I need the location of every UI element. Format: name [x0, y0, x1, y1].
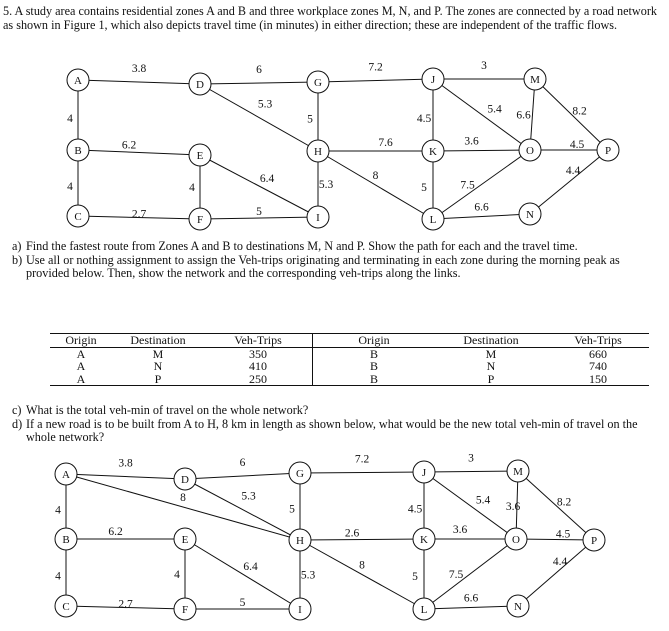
table-row	[50, 347, 649, 360]
cell: 740	[589, 359, 607, 373]
link-time-H-I: 5.3	[300, 569, 316, 582]
node-E	[174, 528, 196, 550]
link-time-G-H: 5	[289, 503, 295, 516]
link-time-K-O: 3.6	[464, 135, 479, 148]
link-time-M-O: 3.6	[505, 501, 521, 513]
node-N	[519, 203, 541, 225]
node-label-G: G	[314, 77, 322, 89]
cell: P	[435, 373, 547, 386]
link-time-M-O: 6.6	[516, 109, 531, 122]
table-row	[50, 360, 649, 373]
link-N-P	[530, 150, 608, 214]
link-time-H-L: 8	[359, 559, 365, 572]
cell: A	[76, 346, 86, 361]
question-a-text: Find the fastest route from Zones A and B to destinations M, N and P. Show the path for each and the travel time.	[26, 239, 578, 253]
node-F	[189, 208, 211, 230]
link-time-G-J: 7.2	[368, 61, 383, 74]
node-label-B: B	[62, 534, 70, 546]
node-label-B: B	[74, 145, 82, 157]
link-J-O	[424, 472, 516, 539]
link-time-A-B: 4	[67, 113, 73, 125]
link-G-J	[318, 79, 433, 82]
link-time-B-C: 4	[67, 181, 73, 193]
link-time-N-P: 4.4	[552, 556, 568, 568]
link-time-D-H: 5.3	[241, 490, 256, 503]
link-time-M-P: 8.2	[556, 496, 572, 509]
node-label-H: H	[296, 535, 304, 547]
node-label-M: M	[530, 74, 540, 86]
node-I	[307, 206, 329, 228]
link-time-A-D: 3.8	[118, 457, 133, 470]
link-H-L	[300, 540, 424, 609]
col-destination-1: Destination	[112, 334, 204, 348]
link-time-J-K: 4.5	[416, 113, 432, 125]
node-label-L: L	[429, 214, 437, 226]
node-M	[524, 68, 546, 90]
link-time-O-P: 4.5	[569, 139, 585, 151]
node-O	[519, 139, 541, 161]
node-F	[174, 598, 196, 620]
node-P	[583, 529, 605, 551]
question-b-label: b)	[12, 252, 23, 267]
cell: A	[50, 373, 112, 386]
node-label-K: K	[420, 534, 428, 546]
link-H-K	[300, 539, 424, 540]
link-time-H-L: 8	[372, 170, 379, 182]
link-time-K-L: 5	[421, 182, 427, 194]
node-D	[189, 73, 211, 95]
node-label-D: D	[196, 79, 204, 91]
cell: 350	[204, 347, 313, 360]
node-label-N: N	[514, 601, 522, 613]
node-label-C: C	[74, 211, 82, 223]
link-time-L-O: 7.5	[460, 179, 475, 192]
link-time-J-K: 4.5	[407, 503, 423, 516]
node-label-P: P	[590, 535, 598, 547]
cell: M	[152, 346, 164, 361]
cell: B	[313, 373, 436, 386]
node-G	[307, 71, 329, 93]
link-N-P	[518, 540, 594, 606]
road-network-figure-1	[0, 58, 669, 233]
link-time-H-K: 2.6	[344, 527, 360, 540]
node-label-E: E	[181, 534, 189, 546]
link-K-O	[433, 150, 530, 151]
question-d-label: d)	[12, 416, 23, 431]
link-A-D	[66, 474, 185, 479]
node-label-F: F	[196, 214, 204, 226]
link-time-C-F: 2.7	[131, 208, 147, 221]
link-L-N	[424, 606, 518, 609]
question-a-label: a)	[12, 239, 22, 253]
questions-a-b	[12, 240, 662, 281]
node-J	[422, 68, 444, 90]
cell: N	[153, 359, 163, 373]
node-J	[413, 461, 435, 483]
node-A	[67, 69, 89, 91]
question-d-text: If a new road is to be built from A to H, 8 km in length as shown below, what would be the new total veh-min of travel on the whole network?	[26, 416, 638, 444]
road-network-figure-2	[0, 450, 669, 631]
node-label-O: O	[526, 145, 534, 157]
link-time-D-G: 6	[256, 64, 262, 76]
question-a	[12, 240, 662, 254]
node-label-P: P	[604, 145, 612, 157]
node-label-A: A	[62, 469, 70, 481]
link-time-J-O: 5.4	[475, 494, 491, 507]
link-time-O-P: 4.5	[555, 528, 571, 541]
node-B	[67, 139, 89, 161]
link-time-E-I: 6.4	[259, 173, 275, 185]
col-origin-2: Origin	[313, 334, 436, 348]
node-L	[413, 598, 435, 620]
node-label-I: I	[316, 212, 320, 224]
question-b-text: Use all or nothing assignment to assign the Veh-trips originating and terminating in each zone during the morning peak as provided below. Then, show the network and the corresponding veh-trips along the links.	[26, 252, 620, 280]
cell: B	[369, 346, 378, 361]
node-label-J: J	[430, 74, 436, 86]
link-time-B-E: 6.2	[121, 139, 137, 152]
node-label-H: H	[314, 146, 322, 158]
link-G-J	[300, 472, 424, 473]
node-label-N: N	[526, 209, 534, 221]
link-time-N-P: 4.4	[565, 165, 581, 177]
link-time-D-G: 6	[239, 457, 246, 469]
link-H-L	[318, 151, 433, 219]
node-H	[307, 140, 329, 162]
node-label-G: G	[296, 468, 304, 480]
link-time-B-E: 6.2	[108, 526, 123, 538]
node-C	[55, 595, 77, 617]
link-time-B-C: 4	[55, 570, 61, 583]
link-time-L-N: 6.6	[463, 592, 479, 605]
link-time-L-N: 6.6	[474, 201, 489, 214]
veh-trips-table	[50, 333, 649, 386]
node-label-J: J	[421, 467, 427, 479]
table-row	[50, 373, 649, 386]
node-label-K: K	[429, 146, 437, 158]
link-J-M	[424, 471, 518, 472]
cell: 410	[204, 360, 313, 373]
cell: M	[485, 346, 497, 361]
link-time-G-J: 7.2	[354, 453, 370, 466]
node-label-C: C	[62, 601, 70, 613]
link-time-F-I: 5	[239, 597, 246, 609]
col-destination-2: Destination	[435, 334, 547, 348]
question-c-text: What is the total veh-min of travel on the whole network?	[26, 403, 309, 417]
cell: 250	[204, 373, 313, 386]
link-time-E-I: 6.4	[243, 561, 258, 573]
node-label-F: F	[181, 604, 189, 616]
link-time-E-F: 4	[174, 569, 180, 581]
zone-nodes	[67, 68, 619, 230]
link-time-H-K: 7.6	[378, 137, 393, 149]
link-B-E	[78, 150, 200, 155]
node-label-O: O	[512, 534, 520, 546]
node-label-I: I	[298, 604, 302, 616]
question-b	[12, 254, 662, 281]
node-N	[507, 595, 529, 617]
link-time-H-I: 5.3	[318, 179, 334, 191]
link-time-J-O: 5.4	[487, 103, 502, 116]
link-time-K-O: 3.6	[452, 524, 468, 536]
link-time-D-H: 5.3	[257, 98, 273, 111]
questions-c-d	[12, 404, 662, 445]
link-D-G	[200, 82, 318, 84]
node-G	[289, 462, 311, 484]
node-H	[289, 529, 311, 551]
node-E	[189, 144, 211, 166]
link-time-A-D: 3.8	[131, 63, 147, 75]
link-L-N	[433, 214, 530, 219]
link-time-A-H: 8	[180, 492, 186, 504]
question-c-label: c)	[12, 403, 22, 417]
node-label-A: A	[74, 75, 82, 87]
node-label-M: M	[513, 466, 523, 478]
node-B	[55, 528, 77, 550]
col-veh-trips-1: Veh-Trips	[204, 334, 313, 348]
node-label-L: L	[420, 604, 428, 616]
cell: N	[486, 359, 496, 373]
link-time-J-M: 3	[481, 60, 487, 72]
cell: 150	[547, 373, 649, 386]
link-time-K-L: 5	[412, 571, 418, 583]
node-O	[505, 528, 527, 550]
link-time-J-M: 3	[468, 452, 474, 465]
cell: B	[369, 359, 378, 373]
node-P	[597, 139, 619, 161]
node-C	[67, 205, 89, 227]
cell: 660	[589, 346, 607, 361]
col-origin-1: Origin	[50, 334, 112, 348]
link-time-labels	[55, 453, 571, 611]
link-time-G-H: 5	[307, 113, 313, 126]
link-time-L-O: 7.5	[448, 569, 464, 581]
link-D-G	[185, 473, 300, 479]
cell: P	[112, 373, 204, 386]
link-D-H	[185, 479, 300, 540]
node-K	[422, 140, 444, 162]
link-time-C-F: 2.7	[118, 598, 133, 611]
question-d	[12, 418, 662, 445]
node-L	[422, 208, 444, 230]
node-label-E: E	[196, 150, 204, 162]
link-D-H	[200, 84, 318, 151]
col-veh-trips-2: Veh-Trips	[547, 334, 649, 348]
question-c	[12, 404, 662, 418]
problem-intro: 5. A study area contains residential zones A and B and three workplace zones M, N, and P. The zones are connected by a road network as shown in Figure 1, which also depicts travel time (in minutes) in either direction; these are independent of the traffic flows.	[3, 4, 657, 32]
node-D	[174, 468, 196, 490]
link-time-E-F: 4	[189, 182, 195, 194]
link-time-A-B: 4	[55, 504, 61, 517]
node-A	[55, 463, 77, 485]
node-M	[507, 460, 529, 482]
cell: A	[76, 359, 86, 373]
node-label-D: D	[181, 474, 189, 486]
link-A-D	[78, 80, 200, 84]
link-time-F-I: 5	[256, 206, 262, 218]
table-header-row	[50, 334, 649, 348]
link-time-M-P: 8.2	[572, 105, 587, 118]
node-K	[413, 528, 435, 550]
node-I	[289, 598, 311, 620]
